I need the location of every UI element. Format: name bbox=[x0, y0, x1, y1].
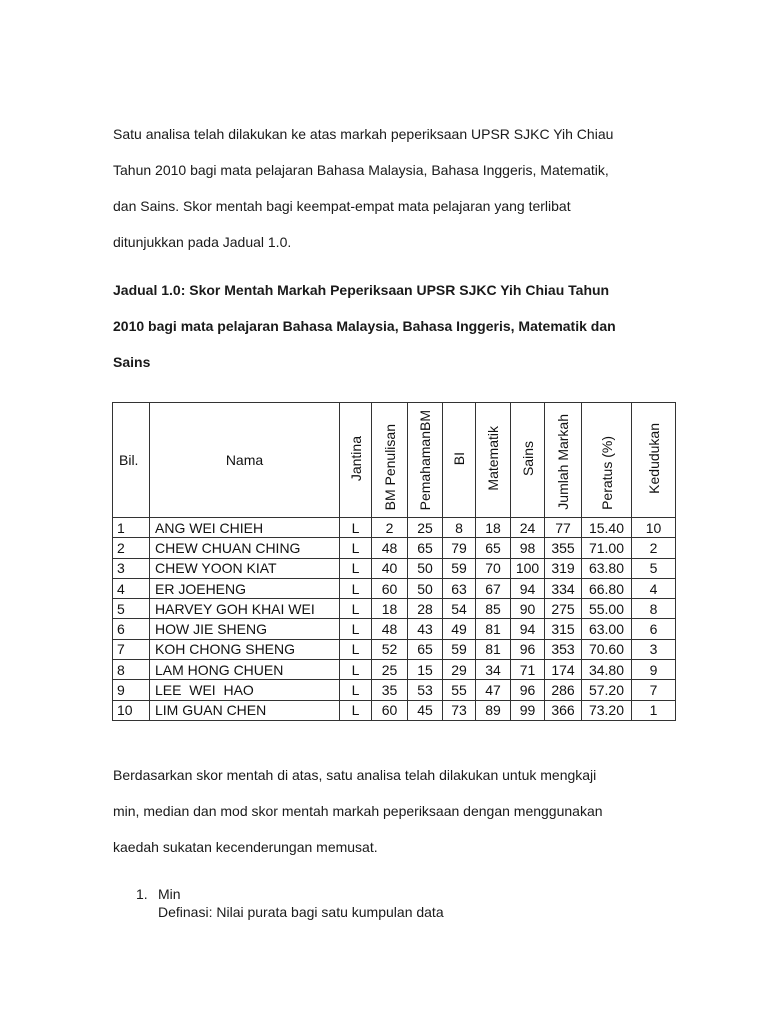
header-jumlah-markah: Jumlah Markah bbox=[545, 403, 582, 518]
cell-bil: 4 bbox=[113, 578, 150, 598]
cell-nama: HARVEY GOH KHAI WEI bbox=[150, 599, 340, 619]
cell-bi: 79 bbox=[443, 538, 476, 558]
cell-bm-penulisan: 60 bbox=[372, 700, 408, 720]
cell-peratus: 34.80 bbox=[582, 660, 632, 680]
header-pemahaman-bm: PemahamanBM bbox=[408, 403, 443, 518]
cell-jumlah-markah: 286 bbox=[545, 680, 582, 700]
cell-pemahaman-bm: 65 bbox=[408, 639, 443, 659]
score-table bbox=[112, 402, 676, 721]
cell-jantina: L bbox=[340, 639, 372, 659]
cell-nama: HOW JIE SHENG bbox=[150, 619, 340, 639]
cell-jumlah-markah: 319 bbox=[545, 558, 582, 578]
cell-peratus: 71.00 bbox=[582, 538, 632, 558]
cell-sains: 99 bbox=[511, 700, 545, 720]
cell-kedudukan: 2 bbox=[632, 538, 676, 558]
cell-bm-penulisan: 48 bbox=[372, 619, 408, 639]
cell-bi: 63 bbox=[443, 578, 476, 598]
table-row bbox=[113, 619, 676, 639]
cell-matematik: 85 bbox=[476, 599, 511, 619]
cell-bm-penulisan: 18 bbox=[372, 599, 408, 619]
table-row bbox=[113, 660, 676, 680]
cell-peratus: 70.60 bbox=[582, 639, 632, 659]
cell-bm-penulisan: 25 bbox=[372, 660, 408, 680]
table-row bbox=[113, 700, 676, 720]
cell-sains: 100 bbox=[511, 558, 545, 578]
cell-jumlah-markah: 275 bbox=[545, 599, 582, 619]
header-bm-penulisan: BM Penulisan bbox=[372, 403, 408, 518]
header-nama: Nama bbox=[150, 403, 340, 518]
cell-bi: 59 bbox=[443, 558, 476, 578]
list-item-definition: Definasi: Nilai purata bagi satu kumpulan data bbox=[158, 904, 444, 920]
cell-jumlah-markah: 334 bbox=[545, 578, 582, 598]
numbered-list bbox=[136, 885, 444, 921]
list-item-title: Min bbox=[158, 886, 181, 902]
table-row bbox=[113, 680, 676, 700]
cell-bi: 73 bbox=[443, 700, 476, 720]
cell-peratus: 57.20 bbox=[582, 680, 632, 700]
cell-bi: 54 bbox=[443, 599, 476, 619]
cell-jumlah-markah: 174 bbox=[545, 660, 582, 680]
cell-jantina: L bbox=[340, 578, 372, 598]
cell-jantina: L bbox=[340, 680, 372, 700]
cell-bi: 29 bbox=[443, 660, 476, 680]
cell-kedudukan: 8 bbox=[632, 599, 676, 619]
cell-pemahaman-bm: 50 bbox=[408, 578, 443, 598]
table-row bbox=[113, 599, 676, 619]
caption-line: 2010 bagi mata pelajaran Bahasa Malaysia, Bahasa Inggeris, Matematik dan bbox=[113, 318, 616, 334]
cell-jantina: L bbox=[340, 599, 372, 619]
cell-jantina: L bbox=[340, 558, 372, 578]
cell-bi: 8 bbox=[443, 518, 476, 538]
cell-kedudukan: 6 bbox=[632, 619, 676, 639]
cell-nama: CHEW CHUAN CHING bbox=[150, 538, 340, 558]
cell-sains: 71 bbox=[511, 660, 545, 680]
cell-kedudukan: 5 bbox=[632, 558, 676, 578]
cell-kedudukan: 10 bbox=[632, 518, 676, 538]
cell-bi: 59 bbox=[443, 639, 476, 659]
cell-matematik: 70 bbox=[476, 558, 511, 578]
intro-line: dan Sains. Skor mentah bagi keempat-empat mata pelajaran yang terlibat bbox=[113, 198, 571, 214]
intro-line: Satu analisa telah dilakukan ke atas markah peperiksaan UPSR SJKC Yih Chiau bbox=[113, 126, 614, 142]
caption-line: Jadual 1.0: Skor Mentah Markah Peperiksaan UPSR SJKC Yih Chiau Tahun bbox=[113, 282, 610, 298]
cell-matematik: 89 bbox=[476, 700, 511, 720]
cell-peratus: 73.20 bbox=[582, 700, 632, 720]
cell-bm-penulisan: 40 bbox=[372, 558, 408, 578]
cell-jumlah-markah: 315 bbox=[545, 619, 582, 639]
cell-pemahaman-bm: 45 bbox=[408, 700, 443, 720]
cell-kedudukan: 3 bbox=[632, 639, 676, 659]
cell-pemahaman-bm: 25 bbox=[408, 518, 443, 538]
intro-line: ditunjukkan pada Jadual 1.0. bbox=[113, 234, 292, 250]
header-jantina: Jantina bbox=[340, 403, 372, 518]
cell-jumlah-markah: 353 bbox=[545, 639, 582, 659]
cell-jantina: L bbox=[340, 518, 372, 538]
cell-matematik: 47 bbox=[476, 680, 511, 700]
cell-bm-penulisan: 48 bbox=[372, 538, 408, 558]
outro-line: kaedah sukatan kecenderungan memusat. bbox=[113, 839, 378, 855]
outro-paragraph bbox=[113, 757, 673, 865]
intro-line: Tahun 2010 bagi mata pelajaran Bahasa Malaysia, Bahasa Inggeris, Matematik, bbox=[113, 162, 609, 178]
cell-nama: LIM GUAN CHEN bbox=[150, 700, 340, 720]
cell-pemahaman-bm: 28 bbox=[408, 599, 443, 619]
table-row bbox=[113, 538, 676, 558]
cell-bil: 10 bbox=[113, 700, 150, 720]
header-kedudukan: Kedudukan bbox=[632, 403, 676, 518]
cell-bm-penulisan: 2 bbox=[372, 518, 408, 538]
cell-sains: 96 bbox=[511, 680, 545, 700]
cell-pemahaman-bm: 53 bbox=[408, 680, 443, 700]
cell-peratus: 66.80 bbox=[582, 578, 632, 598]
cell-jantina: L bbox=[340, 619, 372, 639]
list-item bbox=[136, 885, 444, 921]
cell-bil: 9 bbox=[113, 680, 150, 700]
cell-nama: ANG WEI CHIEH bbox=[150, 518, 340, 538]
cell-bi: 49 bbox=[443, 619, 476, 639]
cell-pemahaman-bm: 43 bbox=[408, 619, 443, 639]
header-bi: BI bbox=[443, 403, 476, 518]
cell-sains: 24 bbox=[511, 518, 545, 538]
outro-line: min, median dan mod skor mentah markah peperiksaan dengan menggunakan bbox=[113, 803, 603, 819]
cell-pemahaman-bm: 50 bbox=[408, 558, 443, 578]
header-matematik: Matematik bbox=[476, 403, 511, 518]
cell-kedudukan: 9 bbox=[632, 660, 676, 680]
cell-jantina: L bbox=[340, 538, 372, 558]
cell-bil: 7 bbox=[113, 639, 150, 659]
cell-sains: 98 bbox=[511, 538, 545, 558]
cell-nama: CHEW YOON KIAT bbox=[150, 558, 340, 578]
cell-matematik: 67 bbox=[476, 578, 511, 598]
cell-bil: 3 bbox=[113, 558, 150, 578]
cell-nama: KOH CHONG SHENG bbox=[150, 639, 340, 659]
cell-nama: LEE WEI HAO bbox=[150, 680, 340, 700]
cell-bil: 2 bbox=[113, 538, 150, 558]
cell-peratus: 15.40 bbox=[582, 518, 632, 538]
cell-peratus: 63.00 bbox=[582, 619, 632, 639]
cell-jumlah-markah: 77 bbox=[545, 518, 582, 538]
cell-kedudukan: 1 bbox=[632, 700, 676, 720]
cell-jantina: L bbox=[340, 660, 372, 680]
cell-kedudukan: 4 bbox=[632, 578, 676, 598]
header-peratus: Peratus (%) bbox=[582, 403, 632, 518]
table-row bbox=[113, 558, 676, 578]
cell-bm-penulisan: 52 bbox=[372, 639, 408, 659]
cell-peratus: 55.00 bbox=[582, 599, 632, 619]
cell-matematik: 18 bbox=[476, 518, 511, 538]
table-row bbox=[113, 518, 676, 538]
cell-jantina: L bbox=[340, 700, 372, 720]
table-row bbox=[113, 578, 676, 598]
table-row bbox=[113, 639, 676, 659]
list-number: 1. bbox=[136, 886, 148, 902]
cell-bil: 8 bbox=[113, 660, 150, 680]
cell-peratus: 63.80 bbox=[582, 558, 632, 578]
cell-bil: 6 bbox=[113, 619, 150, 639]
cell-sains: 94 bbox=[511, 619, 545, 639]
header-sains: Sains bbox=[511, 403, 545, 518]
cell-matematik: 81 bbox=[476, 619, 511, 639]
cell-matematik: 81 bbox=[476, 639, 511, 659]
cell-pemahaman-bm: 15 bbox=[408, 660, 443, 680]
caption-line: Sains bbox=[113, 354, 151, 370]
cell-bi: 55 bbox=[443, 680, 476, 700]
cell-bm-penulisan: 35 bbox=[372, 680, 408, 700]
cell-matematik: 65 bbox=[476, 538, 511, 558]
cell-matematik: 34 bbox=[476, 660, 511, 680]
cell-sains: 96 bbox=[511, 639, 545, 659]
cell-bm-penulisan: 60 bbox=[372, 578, 408, 598]
cell-nama: ER JOEHENG bbox=[150, 578, 340, 598]
cell-jumlah-markah: 366 bbox=[545, 700, 582, 720]
cell-kedudukan: 7 bbox=[632, 680, 676, 700]
cell-bil: 1 bbox=[113, 518, 150, 538]
header-bil: Bil. bbox=[113, 403, 150, 518]
cell-nama: LAM HONG CHUEN bbox=[150, 660, 340, 680]
table-header-row bbox=[113, 403, 676, 518]
cell-bil: 5 bbox=[113, 599, 150, 619]
cell-jumlah-markah: 355 bbox=[545, 538, 582, 558]
cell-sains: 90 bbox=[511, 599, 545, 619]
cell-pemahaman-bm: 65 bbox=[408, 538, 443, 558]
intro-paragraph bbox=[113, 116, 673, 260]
outro-line: Berdasarkan skor mentah di atas, satu analisa telah dilakukan untuk mengkaji bbox=[113, 767, 597, 783]
table-caption bbox=[113, 272, 673, 380]
cell-sains: 94 bbox=[511, 578, 545, 598]
